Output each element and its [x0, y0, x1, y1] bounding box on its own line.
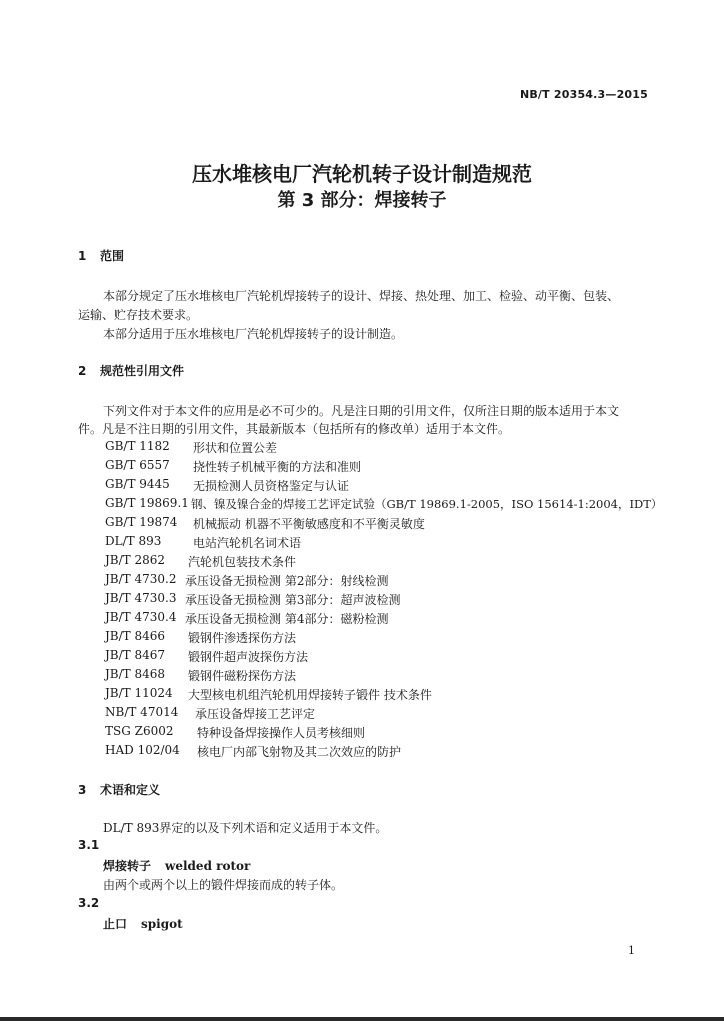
section-3-heading — [78, 781, 160, 798]
section-title: 范围 — [100, 249, 125, 263]
reference-title: 承压设备焊接工艺评定 — [195, 707, 316, 721]
reference-code: GB/T 19869.1 — [105, 496, 189, 510]
term-number: 3.1 — [78, 838, 100, 852]
reference-code: GB/T 9445 — [105, 477, 170, 491]
reference-code: GB/T 19874 — [105, 515, 178, 529]
term-definition: 由两个或两个以上的锻件焊接而成的转子体。 — [103, 878, 344, 892]
section-number: 3 — [78, 783, 87, 797]
reference-code: JB/T 8467 — [105, 648, 166, 662]
reference-title: 承压设备无损检测 第2部分：射线检测 — [185, 574, 389, 588]
term-chinese: 止口 — [103, 917, 128, 931]
term-english: spigot — [141, 917, 183, 931]
reference-code: NB/T 47014 — [105, 705, 179, 719]
reference-title: 挠性转子机械平衡的方法和准则 — [193, 460, 362, 474]
bottom-edge-rule — [0, 1017, 724, 1021]
section-2-heading — [78, 362, 184, 379]
reference-code: TSG Z6002 — [105, 724, 174, 738]
reference-title: 大型核电机组汽轮机用焊接转子锻件 技术条件 — [188, 688, 432, 702]
section-2-intro-line1: 下列文件对于本文件的应用是必不可少的。凡是注日期的引用文件，仅所注日期的版本适用于本文 — [103, 404, 620, 418]
document-title: 压水堆核电厂汽轮机转子设计制造规范 — [192, 162, 532, 186]
reference-title: 承压设备无损检测 第3部分：超声波检测 — [185, 593, 401, 607]
term-entry — [103, 915, 183, 932]
term-entry — [103, 857, 250, 874]
reference-code: JB/T 4730.4 — [105, 610, 177, 624]
term-english: welded rotor — [165, 859, 251, 873]
reference-title: 锻钢件超声波探伤方法 — [188, 650, 309, 664]
document-subtitle: 第 3 部分：焊接转子 — [277, 190, 447, 211]
reference-title: 锻钢件磁粉探伤方法 — [188, 669, 297, 683]
section-number: 2 — [78, 364, 87, 378]
reference-code: GB/T 1182 — [105, 439, 170, 453]
reference-title: 钢、镍及镍合金的焊接工艺评定试验（GB/T 19869.1-2005，ISO 15614-1:2004，IDT） — [191, 497, 663, 511]
standard-number: NB/T 20354.3—2015 — [519, 88, 648, 101]
section-2-intro-line2: 件。凡是不注日期的引用文件，其最新版本（包括所有的修改单）适用于本文件。 — [78, 422, 511, 436]
reference-title: 无损检测人员资格鉴定与认证 — [193, 479, 350, 493]
section-title: 规范性引用文件 — [100, 364, 185, 378]
reference-title: 特种设备焊接操作人员考核细则 — [197, 726, 366, 740]
reference-title: 承压设备无损检测 第4部分：磁粉检测 — [185, 612, 389, 626]
reference-title: 核电厂内部飞射物及其二次效应的防护 — [197, 745, 402, 759]
reference-code: JB/T 4730.2 — [105, 572, 177, 586]
reference-code: JB/T 8466 — [105, 629, 166, 643]
section-number: 1 — [78, 249, 87, 263]
reference-code: GB/T 6557 — [105, 458, 170, 472]
reference-title: 电站汽轮机名词术语 — [193, 536, 302, 550]
section-1-para1-line1: 本部分规定了压水堆核电厂汽轮机焊接转子的设计、焊接、热处理、加工、检验、动平衡、包装、 — [103, 289, 620, 303]
page-number: 1 — [628, 944, 635, 957]
reference-code: JB/T 11024 — [105, 686, 173, 700]
section-3-intro: DL/T 893界定的以及下列术语和定义适用于本文件。 — [103, 821, 388, 835]
section-1-para2: 本部分适用于压水堆核电厂汽轮机焊接转子的设计制造。 — [103, 327, 404, 341]
reference-code: JB/T 8468 — [105, 667, 166, 681]
term-chinese: 焊接转子 — [103, 859, 152, 873]
reference-title: 汽轮机包装技术条件 — [188, 555, 297, 569]
section-title: 术语和定义 — [100, 783, 161, 797]
reference-code: DL/T 893 — [105, 534, 162, 548]
reference-code: HAD 102/04 — [105, 743, 180, 757]
section-1-heading — [78, 247, 124, 264]
reference-title: 形状和位置公差 — [193, 441, 278, 455]
term-number: 3.2 — [78, 896, 100, 910]
section-1-para1-line2: 运输、贮存技术要求。 — [78, 308, 199, 322]
reference-code: JB/T 2862 — [105, 553, 166, 567]
reference-code: JB/T 4730.3 — [105, 591, 177, 605]
reference-title: 锻钢件渗透探伤方法 — [188, 631, 297, 645]
reference-title: 机械振动 机器不平衡敏感度和不平衡灵敏度 — [193, 517, 425, 531]
